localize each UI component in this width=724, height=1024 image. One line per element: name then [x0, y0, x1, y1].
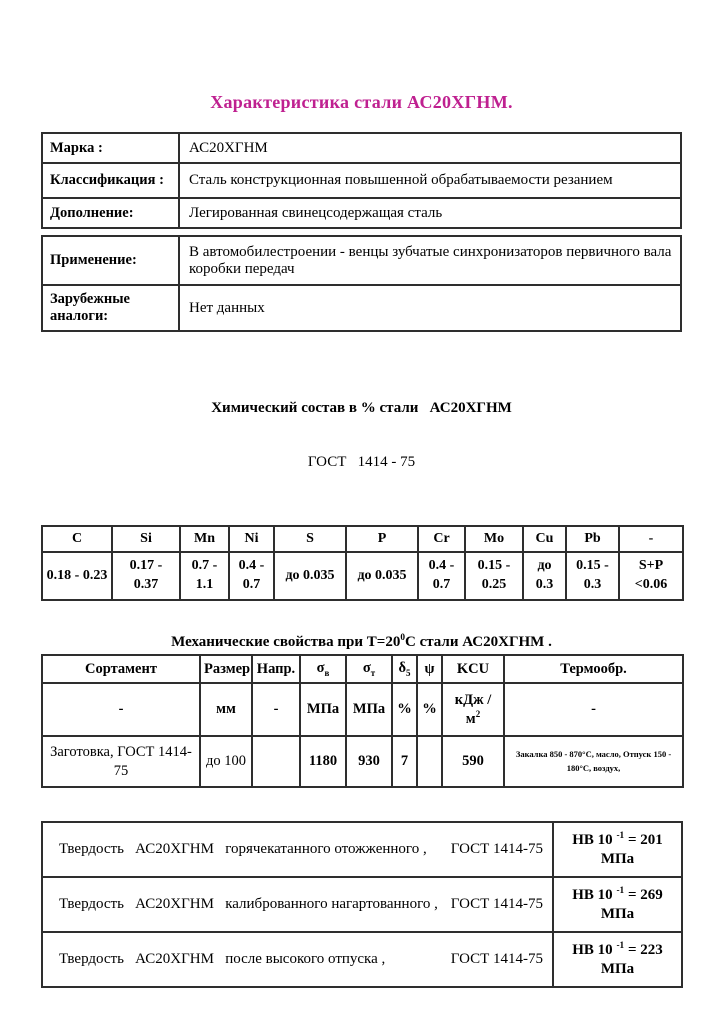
table-row	[42, 736, 683, 787]
info-label-marka: Марка :	[42, 133, 179, 163]
chem-section-title	[41, 363, 682, 507]
mech-unit-kcu: кДж / $м^2$	[442, 683, 504, 736]
mech-unit-cell: МПа	[300, 683, 346, 736]
chem-header-cell: Cu	[523, 526, 566, 552]
chem-title-line2: ГОСТ 1414 - 75	[307, 454, 416, 470]
mech-unit-cell: %	[417, 683, 442, 736]
table-row	[42, 526, 683, 552]
info-label-klassifikaciya: Классификация :	[42, 163, 179, 198]
chem-header-cell: Mn	[180, 526, 229, 552]
hardness-description: Твердость АС20ХГНМ калиброванного нагартованного , ГОСТ 1414-75	[42, 877, 553, 932]
document-content	[41, 0, 682, 988]
gost-reference: ГОСТ 1414-75	[450, 896, 543, 912]
table-row	[42, 683, 683, 736]
chem-header-cell: S	[274, 526, 346, 552]
mech-data-psi	[417, 736, 442, 787]
mech-data-delta5: 7	[392, 736, 417, 787]
info-value-dopolnenie: Легированная свинецсодержащая сталь	[179, 198, 681, 228]
chem-value-cell: до 0.3	[523, 552, 566, 600]
chem-value-cell: 0.18 - 0.23	[42, 552, 112, 600]
mech-title-superscript: 0	[400, 633, 405, 643]
mechanical-properties-table	[41, 654, 684, 788]
chem-header-cell: Pb	[566, 526, 619, 552]
hardness-value: НВ 10 $^{-1}$ = 201 МПа	[553, 822, 682, 877]
hardness-value: НВ 10 $^{-1}$ = 223 МПа	[553, 932, 682, 987]
chem-value-cell: 0.4 - 0.7	[229, 552, 274, 600]
info-label-dopolnenie: Дополнение:	[42, 198, 179, 228]
info-value-primenenie: В автомобилестроении - венцы зубчатые синхронизаторов первичного вала коробки передач	[179, 236, 681, 285]
mech-header-sortament: Сортамент	[42, 655, 200, 683]
mech-unit-cell: мм	[200, 683, 252, 736]
chem-header-cell: Si	[112, 526, 180, 552]
table-row	[42, 822, 682, 877]
mech-data-razmer: до 100	[200, 736, 252, 787]
mech-unit-cell: -	[252, 683, 300, 736]
mech-data-kcu: 590	[442, 736, 504, 787]
mech-header-delta5: $\delta_5$	[392, 655, 417, 683]
chem-header-cell: -	[619, 526, 683, 552]
chem-value-cell: 0.7 - 1.1	[180, 552, 229, 600]
info-value-klassifikaciya: Сталь конструкционная повышенной обрабатываемости резанием	[179, 163, 681, 198]
table-row	[42, 198, 681, 228]
chem-title-line1: Химический состав в % стали АС20ХГНМ	[211, 400, 512, 416]
chem-value-cell: до 0.035	[274, 552, 346, 600]
table-row	[42, 163, 681, 198]
chem-header-cell: Mo	[465, 526, 523, 552]
chem-header-cell: Cr	[418, 526, 465, 552]
mech-unit-cell: -	[42, 683, 200, 736]
mech-header-kcu: KCU	[442, 655, 504, 683]
info-table-top	[41, 132, 682, 229]
chemical-composition-table	[41, 525, 684, 601]
table-row	[42, 655, 683, 683]
hardness-value: НВ 10 $^{-1}$ = 269 МПа	[553, 877, 682, 932]
info-label-primenenie: Применение:	[42, 236, 179, 285]
mech-unit-cell: -	[504, 683, 683, 736]
gost-reference: ГОСТ 1414-75	[450, 951, 543, 967]
hardness-description: Твердость АС20ХГНМ после высокого отпуска , ГОСТ 1414-75	[42, 932, 553, 987]
mech-unit-cell: %	[392, 683, 417, 736]
mech-section-title	[41, 633, 682, 651]
gost-reference: ГОСТ 1414-75	[450, 841, 543, 857]
mech-data-sigma-v: 1180	[300, 736, 346, 787]
hardness-description: Твердость АС20ХГНМ горячекатанного отожженного , ГОСТ 1414-75	[42, 822, 553, 877]
info-table-bottom	[41, 235, 682, 332]
chem-value-cell: 0.17 - 0.37	[112, 552, 180, 600]
table-row	[42, 236, 681, 285]
table-row	[42, 133, 681, 163]
hardness-table	[41, 821, 683, 988]
info-label-analogi: Зарубежные аналоги:	[42, 285, 179, 331]
chem-value-cell: S+P <0.06	[619, 552, 683, 600]
table-row	[42, 877, 682, 932]
mech-data-sortament: Заготовка, ГОСТ 1414-75	[42, 736, 200, 787]
chem-value-cell: 0.15 - 0.25	[465, 552, 523, 600]
heat-treatment-cell: Закалка 850 - 870°С, масло, Отпуск 150 - 180°С, воздух,	[504, 736, 683, 787]
page-title: Характеристика стали АС20ХГНМ.	[210, 92, 513, 112]
chem-header-cell: Ni	[229, 526, 274, 552]
mech-data-napr	[252, 736, 300, 787]
mech-header-sigma-t: $\sigma_т$	[346, 655, 392, 683]
table-row	[42, 552, 683, 600]
chem-value-cell: 0.15 - 0.3	[566, 552, 619, 600]
mech-header-psi: ψ	[417, 655, 442, 683]
mech-header-sigma-v: $\sigma_в$	[300, 655, 346, 683]
info-value-analogi: Нет данных	[179, 285, 681, 331]
info-value-marka: АС20ХГНМ	[179, 133, 681, 163]
chem-value-cell: до 0.035	[346, 552, 418, 600]
mech-data-sigma-t: 930	[346, 736, 392, 787]
chem-value-cell: 0.4 - 0.7	[418, 552, 465, 600]
chem-header-cell: P	[346, 526, 418, 552]
chem-header-cell: C	[42, 526, 112, 552]
mech-header-napr: Напр.	[252, 655, 300, 683]
mech-unit-cell: МПа	[346, 683, 392, 736]
mech-header-razmer: Размер	[200, 655, 252, 683]
mech-title-text: Механические свойства при Т=20	[171, 634, 401, 650]
mech-title-text-end: С стали АС20ХГНМ .	[404, 634, 552, 650]
table-row	[42, 285, 681, 331]
table-row	[42, 932, 682, 987]
mech-header-termoobr: Термообр.	[504, 655, 683, 683]
